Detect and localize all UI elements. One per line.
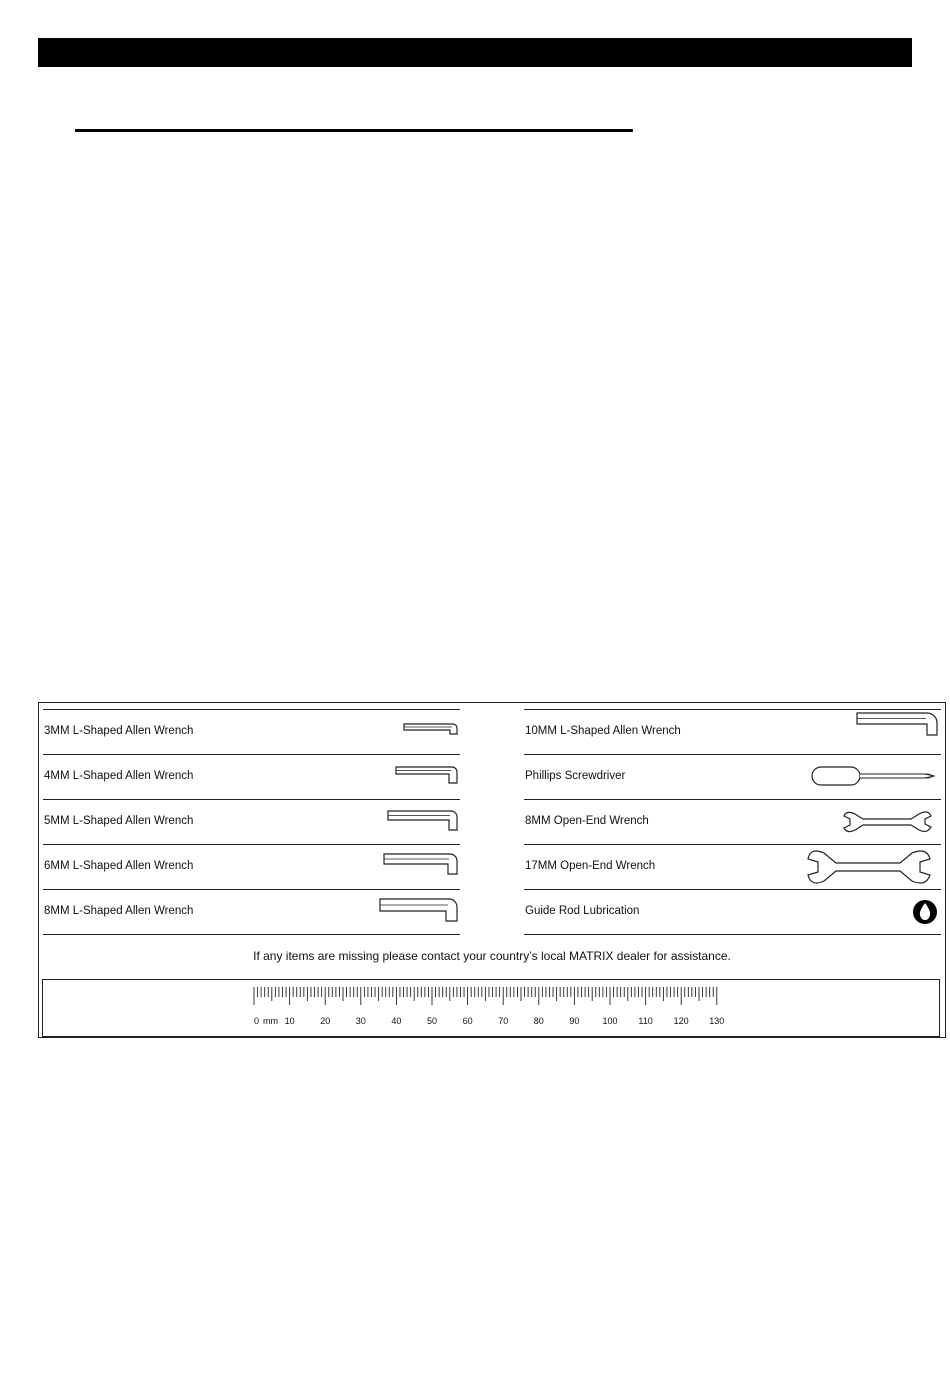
- tool-row: [524, 710, 941, 755]
- contact-note: If any items are missing please contact your country’s local MATRIX dealer for assistance.: [253, 949, 731, 963]
- allen-wrench-icon: [851, 710, 941, 754]
- tool-label: 4MM L-Shaped Allen Wrench: [44, 770, 194, 782]
- ruler-label: 20: [320, 1016, 331, 1026]
- allen-wrench-icon: [390, 710, 460, 754]
- tool-row: [524, 800, 941, 845]
- ruler-label: 80: [533, 1016, 544, 1026]
- ruler-label: 10: [284, 1016, 295, 1026]
- ruler-unit: mm: [263, 1016, 278, 1026]
- ruler-label: 130: [709, 1016, 725, 1026]
- screwdriver-icon: [806, 755, 941, 799]
- tool-label: 5MM L-Shaped Allen Wrench: [44, 815, 194, 827]
- tool-row: [524, 890, 941, 935]
- tool-row: [43, 890, 460, 935]
- tool-row: [43, 755, 460, 800]
- tool-label: Phillips Screwdriver: [525, 770, 626, 782]
- tool-label: 8MM L-Shaped Allen Wrench: [44, 905, 194, 917]
- tool-row: [43, 800, 460, 845]
- tool-label: Guide Rod Lubrication: [525, 905, 640, 917]
- tool-row: [524, 845, 941, 890]
- tools-column-left: [43, 709, 460, 935]
- ruler-label: 50: [426, 1016, 438, 1026]
- tool-label: 10MM L-Shaped Allen Wrench: [525, 725, 681, 737]
- open-end-wrench-icon: [806, 845, 941, 889]
- tool-label: 3MM L-Shaped Allen Wrench: [44, 725, 194, 737]
- allen-wrench-icon: [382, 800, 460, 844]
- ruler-label: 30: [355, 1016, 366, 1026]
- tool-label: 17MM Open-End Wrench: [525, 860, 656, 872]
- ruler-label: 70: [498, 1016, 509, 1026]
- title-underline: [75, 129, 633, 132]
- allen-wrench-icon: [378, 845, 460, 889]
- ruler-label: 110: [638, 1016, 653, 1026]
- allen-wrench-icon: [374, 890, 460, 934]
- ruler-label: 100: [602, 1016, 618, 1026]
- ruler-label: 0: [254, 1016, 260, 1026]
- allen-wrench-icon: [390, 755, 460, 799]
- ruler-label: 90: [569, 1016, 580, 1026]
- measuring-ruler: [42, 979, 940, 1037]
- tool-row: [43, 710, 460, 755]
- open-end-wrench-icon: [841, 800, 941, 844]
- tools-column-right: [524, 709, 941, 935]
- tool-row: [43, 845, 460, 890]
- tool-row: [524, 755, 941, 800]
- tools-panel: [38, 702, 946, 1038]
- ruler-label: 60: [462, 1016, 473, 1026]
- tool-label: 8MM Open-End Wrench: [525, 815, 649, 827]
- ruler-label: 40: [391, 1016, 402, 1026]
- header-bar: [38, 38, 912, 67]
- ruler-label: 120: [673, 1016, 689, 1026]
- oil-drop-icon: [911, 890, 941, 934]
- tool-label: 6MM L-Shaped Allen Wrench: [44, 860, 194, 872]
- ruler-scale: [43, 980, 941, 1038]
